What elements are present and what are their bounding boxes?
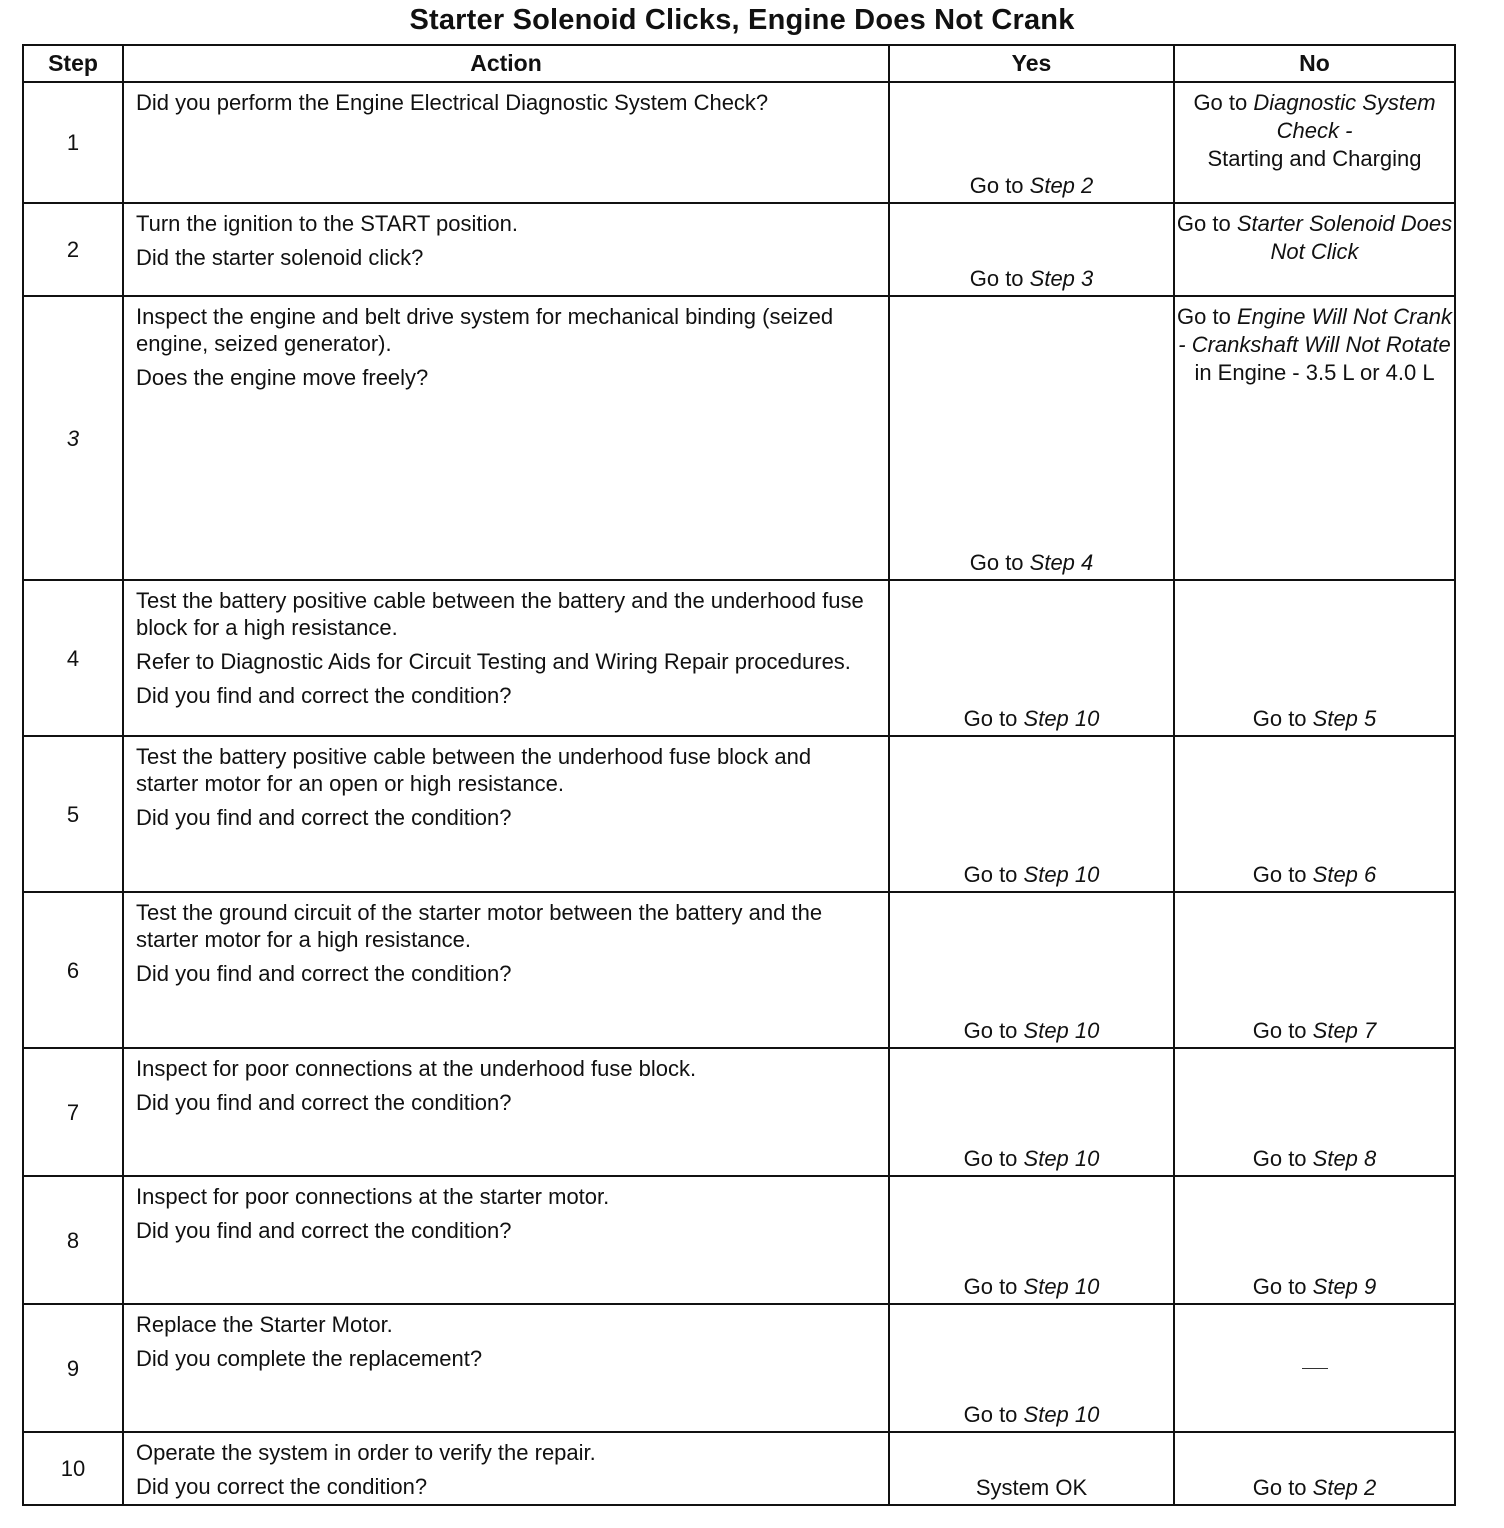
yes-cell[interactable] <box>889 1048 1174 1176</box>
table-row <box>23 892 1455 1048</box>
no-prefix: Go to <box>1177 304 1237 329</box>
yes-prefix: Go to <box>963 1018 1024 1043</box>
action-text: Does the engine move freely? <box>136 365 429 390</box>
no-cell[interactable] <box>1174 1432 1455 1505</box>
yes-link[interactable]: Step 10 <box>1023 1402 1100 1427</box>
yes-prefix: Go to <box>969 550 1030 575</box>
action-text: Operate the system in order to verify the repair. <box>136 1440 596 1465</box>
yes-cell[interactable] <box>889 1304 1174 1432</box>
no-prefix: Go to <box>1252 1475 1313 1500</box>
action-cell <box>123 1304 889 1432</box>
table-row <box>23 203 1455 296</box>
action-text: Did you find and correct the condition? <box>136 683 512 708</box>
action-text: Refer to Diagnostic Aids for Circuit Testing and Wiring Repair procedures. <box>136 649 851 674</box>
yes-cell[interactable] <box>889 892 1174 1048</box>
header-yes: Yes <box>889 45 1174 82</box>
no-prefix: Go to <box>1252 862 1313 887</box>
action-cell <box>123 736 889 892</box>
no-link[interactable]: Step 6 <box>1312 862 1377 887</box>
no-prefix: Go to <box>1252 706 1313 731</box>
action-text: Replace the Starter Motor. <box>136 1312 393 1337</box>
yes-link[interactable]: Step 10 <box>1023 1018 1100 1043</box>
action-cell <box>123 580 889 736</box>
no-link[interactable]: Step 2 <box>1312 1475 1377 1500</box>
table-row <box>23 736 1455 892</box>
table-row <box>23 1048 1455 1176</box>
action-text: Inspect the engine and belt drive system for mechanical binding (seized engine, seized generator). <box>136 304 834 356</box>
action-text: Did you find and correct the condition? <box>136 961 512 986</box>
yes-link[interactable]: Step 10 <box>1023 1274 1100 1299</box>
no-link[interactable]: Step 7 <box>1312 1018 1377 1043</box>
yes-prefix: Go to <box>963 1146 1024 1171</box>
step-number: 8 <box>23 1176 123 1304</box>
no-link[interactable]: Starter Solenoid Does Not Click <box>1236 211 1453 264</box>
action-text: Did you find and correct the condition? <box>136 1218 512 1243</box>
table-row <box>23 1176 1455 1304</box>
yes-cell[interactable] <box>889 580 1174 736</box>
action-text: Test the battery positive cable between the battery and the underhood fuse block for a high resistance. <box>136 588 864 640</box>
table-row <box>23 82 1455 203</box>
yes-link[interactable]: Step 3 <box>1029 266 1094 291</box>
yes-prefix: Go to <box>963 862 1024 887</box>
table-row <box>23 580 1455 736</box>
document-title: Starter Solenoid Clicks, Engine Does Not Crank <box>409 4 1075 36</box>
diagnostic-table <box>22 44 1456 1506</box>
action-cell <box>123 1432 889 1505</box>
no-cell[interactable] <box>1174 736 1455 892</box>
no-suffix: in Engine - 3.5 L or 4.0 L <box>1194 360 1435 385</box>
table-row <box>23 1432 1455 1505</box>
action-cell <box>123 892 889 1048</box>
yes-link[interactable]: Step 10 <box>1023 706 1100 731</box>
action-cell <box>123 203 889 296</box>
no-link[interactable]: Step 5 <box>1312 706 1377 731</box>
step-number: 7 <box>23 1048 123 1176</box>
yes-prefix: Go to <box>963 1402 1024 1427</box>
action-text: Inspect for poor connections at the underhood fuse block. <box>136 1056 697 1081</box>
yes-prefix: Go to <box>969 173 1030 198</box>
step-number: 9 <box>23 1304 123 1432</box>
no-cell[interactable] <box>1174 1048 1455 1176</box>
action-cell <box>123 82 889 203</box>
header-no: No <box>1174 45 1455 82</box>
header-step: Step <box>23 45 123 82</box>
yes-cell <box>889 1432 1174 1505</box>
no-prefix: Go to <box>1252 1274 1313 1299</box>
yes-prefix: Go to <box>963 706 1024 731</box>
table-row <box>23 1304 1455 1432</box>
action-text: Did you find and correct the condition? <box>136 1090 512 1115</box>
no-cell[interactable] <box>1174 1176 1455 1304</box>
yes-link[interactable]: Step 10 <box>1023 1146 1100 1171</box>
action-text: Did you correct the condition? <box>136 1474 428 1499</box>
action-text: Test the ground circuit of the starter motor between the battery and the starter motor for a high resistance. <box>136 900 823 952</box>
yes-prefix: System OK <box>975 1475 1088 1500</box>
yes-prefix: Go to <box>969 266 1030 291</box>
yes-cell[interactable] <box>889 1176 1174 1304</box>
no-link[interactable]: Step 8 <box>1312 1146 1377 1171</box>
no-link[interactable]: Diagnostic System Check - <box>1253 90 1436 143</box>
step-number: 5 <box>23 736 123 892</box>
yes-prefix: Go to <box>963 1274 1024 1299</box>
no-cell[interactable] <box>1174 580 1455 736</box>
yes-cell[interactable] <box>889 736 1174 892</box>
action-text: Did you complete the replacement? <box>136 1346 483 1371</box>
table-row <box>23 296 1455 580</box>
step-number: 1 <box>23 82 123 203</box>
yes-cell[interactable] <box>889 296 1174 580</box>
no-prefix: Go to <box>1252 1146 1313 1171</box>
yes-cell[interactable] <box>889 203 1174 296</box>
action-cell <box>123 296 889 580</box>
action-text: Turn the ignition to the START position. <box>136 211 518 236</box>
step-number: 3 <box>23 296 123 580</box>
action-text: Did you perform the Engine Electrical Diagnostic System Check? <box>136 90 769 115</box>
yes-link[interactable]: Step 4 <box>1029 550 1094 575</box>
yes-cell[interactable] <box>889 82 1174 203</box>
step-number: 4 <box>23 580 123 736</box>
action-text: Inspect for poor connections at the starter motor. <box>136 1184 610 1209</box>
header-action: Action <box>123 45 889 82</box>
not-applicable-dash <box>1302 1368 1328 1369</box>
action-cell <box>123 1048 889 1176</box>
no-prefix: Go to <box>1176 211 1237 236</box>
no-cell[interactable] <box>1174 203 1455 296</box>
no-cell[interactable] <box>1174 82 1455 203</box>
no-cell <box>1174 1304 1455 1432</box>
no-prefix: Go to <box>1193 90 1254 115</box>
table-header-row <box>23 45 1455 82</box>
step-number: 2 <box>23 203 123 296</box>
step-number: 6 <box>23 892 123 1048</box>
action-text: Did you find and correct the condition? <box>136 805 512 830</box>
yes-link[interactable]: Step 2 <box>1029 173 1094 198</box>
step-number: 10 <box>23 1432 123 1505</box>
no-cell[interactable] <box>1174 296 1455 580</box>
action-text: Test the battery positive cable between the underhood fuse block and starter motor for an open or high resistance. <box>136 744 812 796</box>
no-prefix: Go to <box>1252 1018 1313 1043</box>
no-link[interactable]: Step 9 <box>1312 1274 1377 1299</box>
no-cell[interactable] <box>1174 892 1455 1048</box>
yes-link[interactable]: Step 10 <box>1023 862 1100 887</box>
action-cell <box>123 1176 889 1304</box>
action-text: Did the starter solenoid click? <box>136 245 424 270</box>
no-suffix: Starting and Charging <box>1207 146 1422 171</box>
no-link[interactable]: Engine Will Not Crank - Crankshaft Will Not Rotate <box>1178 304 1452 357</box>
